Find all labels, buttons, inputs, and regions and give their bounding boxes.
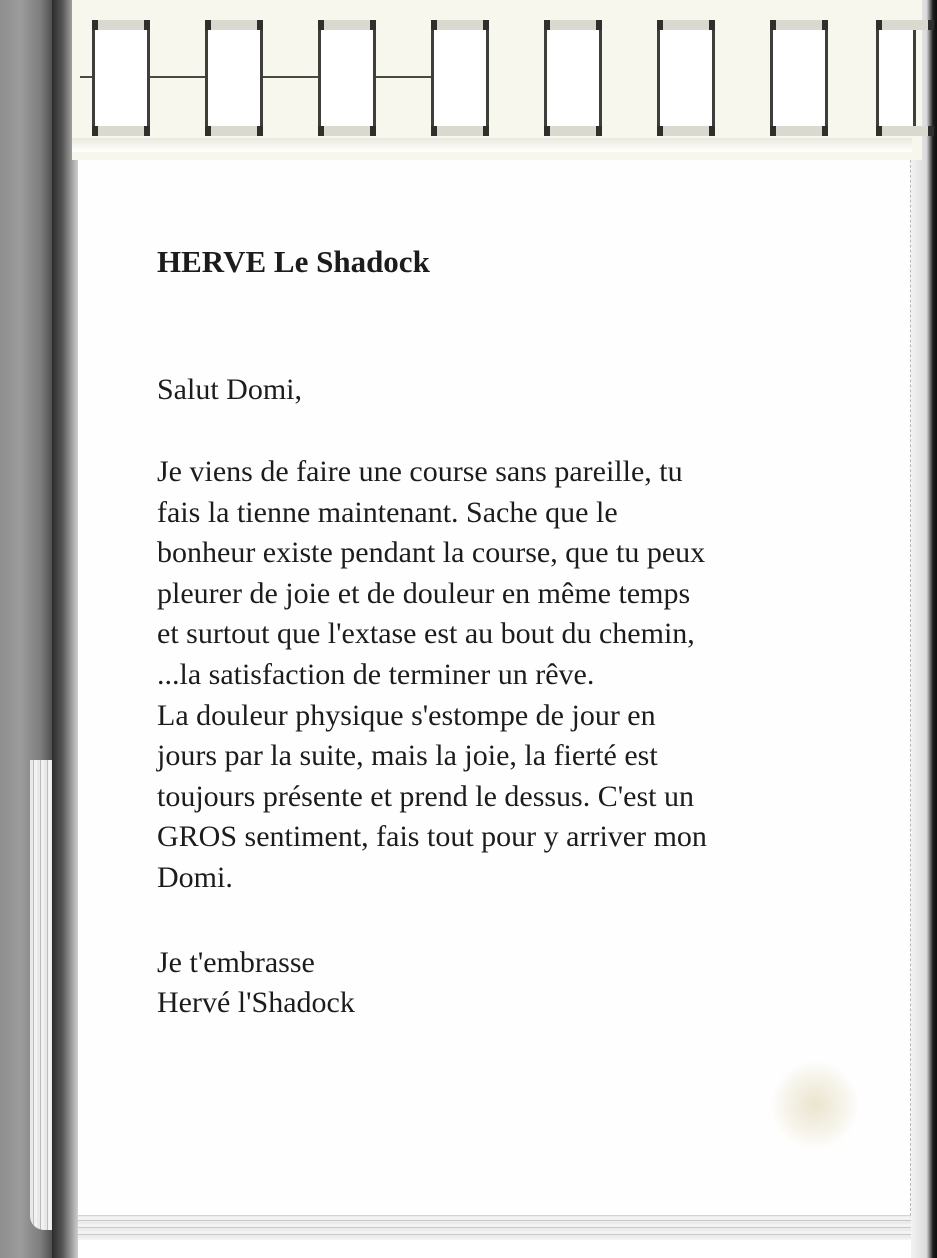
binding-ring — [657, 22, 715, 134]
letter-body: Je viens de faire une course sans pareille, tu fais la tienne maintenant. Sache que le bonheur existe pendant la course, que tu peux pleurer de joie et de douleur en même temps et surtout que l'extase est au bout du chemin, ...la satisfaction de terminer un rêve. La douleur physique s'estompe de jour en jours par la suite, mais la joie, la fierté est toujours présente et prend le dessus. C'est un GROS sentiment, fais tout pour y arriver mon Domi. — [157, 455, 707, 894]
binding-ring — [318, 22, 376, 134]
signature: Hervé l'Shadock — [157, 985, 355, 1019]
binding-ring — [544, 22, 602, 134]
scanner-edge-right — [911, 0, 937, 1258]
binding-ring — [770, 22, 828, 134]
letter-greeting: Salut Domi, — [157, 373, 303, 406]
closing-line: Je t'embrasse — [157, 945, 315, 979]
binding-ring — [205, 22, 263, 134]
binding-ring — [431, 22, 489, 134]
page-shadow — [52, 0, 78, 1258]
binding-ring — [92, 22, 150, 134]
paper-stain — [770, 1060, 860, 1150]
letter-title: HERVE Le Shadock — [157, 244, 430, 279]
letter — [157, 240, 857, 1023]
binding-ring — [876, 22, 916, 134]
binding-shadow — [72, 138, 912, 152]
letter-closing — [157, 943, 857, 1023]
